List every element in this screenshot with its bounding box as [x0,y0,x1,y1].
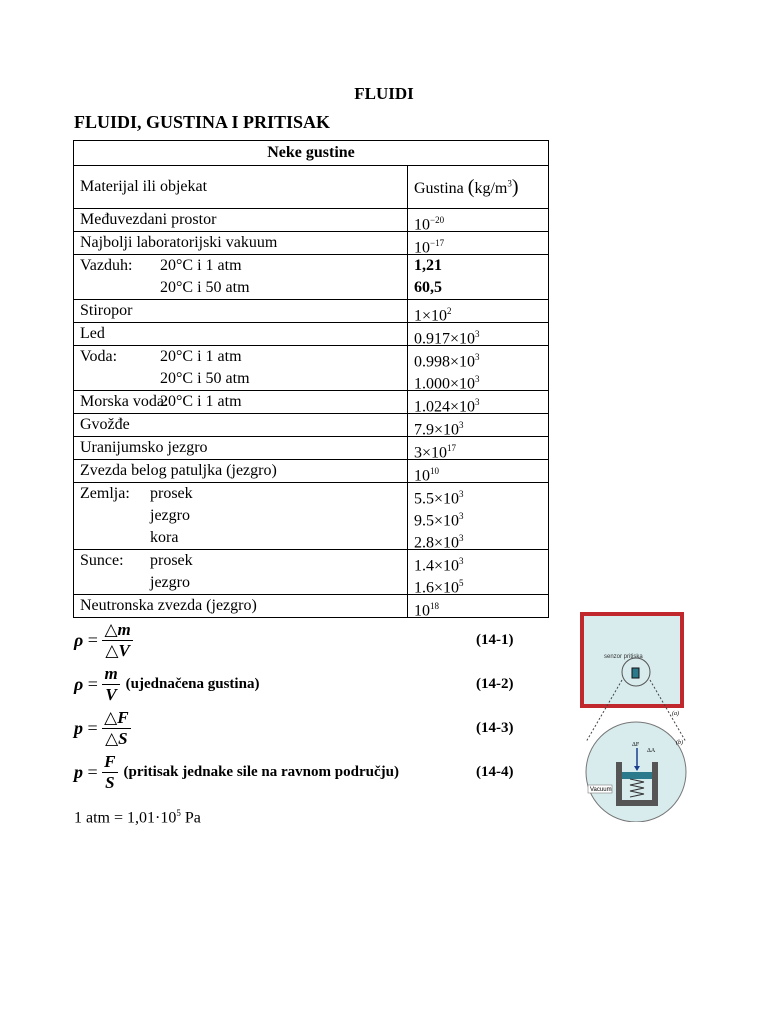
vacuum-label: Vacuum [590,787,612,793]
material-line [80,277,401,299]
equation: ρ = $\frac{m}{V}$ (ujednačena gustina) [74,664,260,704]
table-row [74,550,549,595]
equation-lhs: ρ [74,674,84,694]
equation: p = $\frac{F}{S}$ (pritisak jednake sile na ravnom području) [74,752,399,792]
material-cell [74,391,408,414]
equation: p = $\frac{\triangle F}{\triangle S}$ [74,708,129,748]
density-cell [408,346,549,391]
table-row [74,437,549,460]
density-line [414,483,542,508]
material-line [80,232,401,254]
material-cell [74,437,408,460]
equation-denominator: V [105,685,117,704]
table-row [74,346,549,391]
density-value: 10 [414,239,430,257]
force-label: ΔF [632,742,640,748]
material-name: Zvezda belog patuljka (jezgro) [80,462,277,479]
density-exponent: 10 [430,466,439,476]
density-value: 7.9×10 [414,421,460,439]
density-value: 9.5×10 [414,512,460,530]
equation-denominator: △S [105,729,128,748]
cylinder-left-wall [616,762,622,802]
figure-label-b: (b) [676,740,683,746]
table-row [74,595,549,618]
density-value: 10 [414,602,430,620]
density-value: 10 [414,216,430,234]
material-condition: 20°C i 1 atm [160,348,242,365]
density-exponent: 5 [459,578,464,588]
material-line [80,505,401,527]
material-name: Vazduh: [80,257,133,274]
density-value: 1.024×10 [414,398,476,416]
equation-note: (ujednačena gustina) [125,676,260,692]
table-row [74,483,549,550]
density-cell [408,460,549,483]
density-line [414,255,542,277]
density-table [73,140,549,618]
density-line [414,527,542,552]
density-line [414,368,542,393]
material-cell [74,209,408,232]
equation-numerator: △m [104,620,131,639]
density-cell [408,323,549,346]
material-name: Neutronska zvezda (jezgro) [80,597,257,614]
table-row [74,209,549,232]
density-exponent: 17 [447,443,457,453]
equation-numerator: △F [104,708,129,727]
cylinder-bottom [616,800,658,806]
table-caption: Neke gustine [74,141,549,166]
density-cell [408,255,549,300]
material-condition: jezgro [150,507,190,524]
material-cell [74,595,408,618]
density-line [414,572,542,597]
equation-number: (14-4) [476,764,514,780]
equation-lhs: p [74,718,83,738]
material-line [80,595,401,617]
equation-numerator: F [104,752,116,771]
density-cell [408,483,549,550]
material-name: Gvožđe [80,416,130,433]
material-name: Led [80,325,105,342]
material-cell [74,550,408,595]
material-cell [74,460,408,483]
density-exponent: 3 [475,374,480,384]
density-line [414,300,542,325]
material-name: Voda: [80,348,118,365]
material-cell [74,414,408,437]
material-name: Međuvezdani prostor [80,211,217,228]
density-line [414,209,542,234]
material-condition: prosek [150,552,193,569]
density-value: 0.917×10 [414,330,476,348]
material-line [80,483,401,505]
density-line [414,550,542,575]
density-exponent: 3 [459,489,464,499]
density-line [414,460,542,485]
density-cell [408,391,549,414]
density-cell [408,550,549,595]
material-line [80,414,401,436]
table-row [74,300,549,323]
material-condition: 20°C i 1 atm [160,257,242,274]
density-cell [408,414,549,437]
material-cell [74,232,408,255]
density-exponent: 3 [475,397,480,407]
density-line [414,323,542,348]
density-cell [408,437,549,460]
material-condition: 20°C i 50 atm [160,279,250,296]
material-name: Najbolji laboratorijski vakuum [80,234,278,251]
material-line [80,527,401,549]
density-value: 5.5×10 [414,490,460,508]
atm-unit: Pa [180,809,201,827]
density-unit: kg/m [474,179,508,197]
material-line [80,572,401,594]
equation-numerator: m [104,664,118,683]
material-cell [74,483,408,550]
equation-number: (14-2) [476,676,514,692]
density-line [414,437,542,462]
density-exponent: 3 [459,420,464,430]
density-line [414,414,542,439]
material-line [80,437,401,459]
sensor-small [632,668,639,678]
fluid-box [582,614,682,706]
density-cell [408,209,549,232]
density-line [414,391,542,416]
column-header-material: Materijal ili objekat [74,166,408,209]
density-exponent: 3 [459,511,464,521]
density-value: 1.000×10 [414,375,476,393]
equation-lhs: p [74,762,83,782]
density-value: 10 [414,467,430,485]
material-condition: jezgro [150,574,190,591]
density-value: 0.998×10 [414,353,476,371]
document-title: FLUIDI [354,84,414,103]
equation-number: (14-1) [476,632,514,648]
material-condition: prosek [150,485,193,502]
equation-denominator: △V [105,641,130,660]
density-value: 2.8×10 [414,534,460,552]
table-row [74,460,549,483]
density-label: Gustina [414,179,464,197]
density-exponent: −20 [430,215,445,225]
material-name: Stiropor [80,302,133,319]
material-condition: 20°C i 50 atm [160,370,250,387]
material-condition: 20°C i 1 atm [160,393,242,410]
column-header-density: Gustina $(kg/m^3)$ [408,166,549,209]
density-line [414,346,542,371]
equation-fraction [102,708,130,749]
density-exponent: 2 [447,306,452,316]
equation-number: (14-3) [476,720,514,736]
density-exponent: 18 [430,601,439,611]
equation-fraction [102,664,119,705]
density-value: 60,5 [414,279,442,296]
cylinder-right-wall [652,762,658,802]
density-cell [408,232,549,255]
density-exponent: 3 [475,329,480,339]
table-row [74,232,549,255]
density-value: 1,21 [414,257,442,274]
density-exponent: 3 [459,556,464,566]
density-value: 3×10 [414,444,448,462]
material-line [80,391,401,413]
material-line [80,255,401,277]
density-exponent: −17 [430,238,445,248]
material-name: Morska voda: [80,393,169,410]
equation-lhs: ρ [74,630,84,650]
table-row [74,391,549,414]
atm-text: 1 atm = 1,01·10 [74,809,177,827]
material-cell [74,300,408,323]
table-row [74,414,549,437]
table-row [74,255,549,300]
material-name: Zemlja: [80,485,130,502]
figure-label-a: (a) [672,711,679,717]
atm-conversion [74,808,201,827]
table-row [74,323,549,346]
density-value: 1.6×10 [414,579,460,597]
material-line [80,368,401,390]
material-line [80,300,401,322]
atm-exponent: 5 [176,808,181,818]
density-exponent: 3 [459,533,464,543]
density-value: 1×10 [414,307,448,325]
density-line [414,595,542,620]
pressure-sensor-figure [580,612,690,822]
material-cell [74,346,408,391]
equation: ρ = $\frac{\triangle m}{\triangle V}$ [74,620,131,660]
density-cell [408,595,549,618]
density-line [414,505,542,530]
material-cell [74,323,408,346]
equation-fraction [102,752,117,793]
material-line [80,323,401,345]
material-condition: kora [150,529,179,546]
density-cell [408,300,549,323]
area-label: ΔA [647,748,656,754]
density-value: 1.4×10 [414,557,460,575]
material-name: Uranijumsko jezgro [80,439,208,456]
density-line [414,277,542,299]
material-name: Sunce: [80,552,124,569]
density-line [414,232,542,257]
equation-fraction [102,620,132,661]
material-line [80,550,401,572]
material-line [80,346,401,368]
equation-denominator: S [105,773,115,792]
material-cell [74,255,408,300]
density-exponent: 3 [475,352,480,362]
equation-note: (pritisak jednake sile na ravnom području) [123,764,399,780]
material-line [80,460,401,482]
piston [622,772,652,779]
section-title: FLUIDI, GUSTINA I PRITISAK [74,112,331,132]
material-line [80,209,401,231]
sensor-label: senzor pritiska [604,654,643,660]
